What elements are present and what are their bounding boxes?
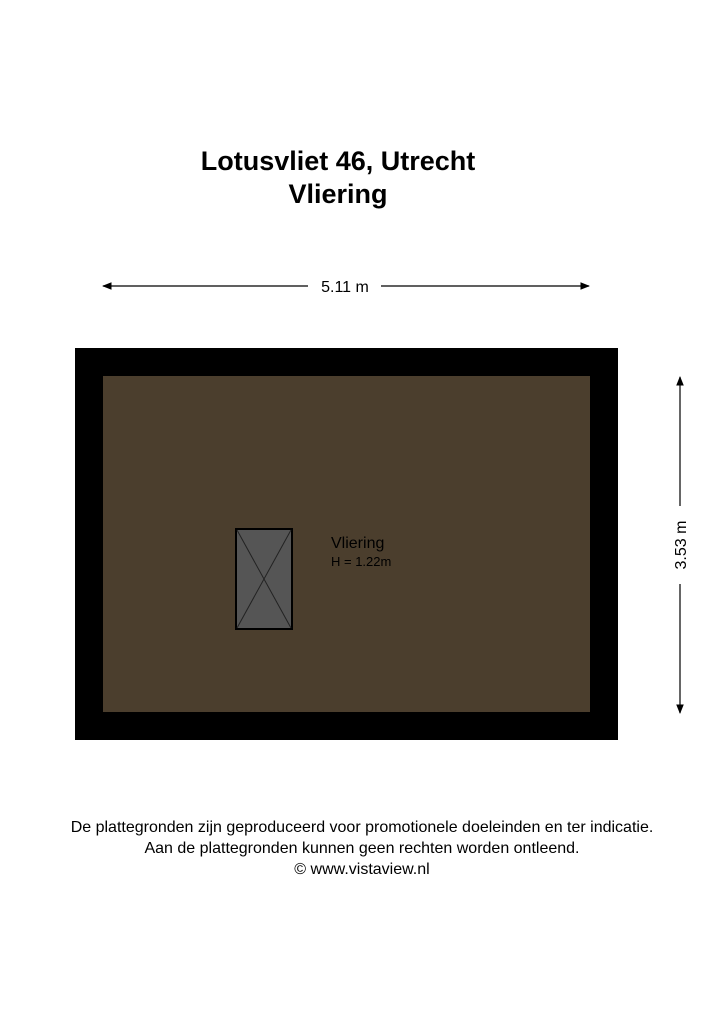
room-height-label: H = 1.22m bbox=[331, 554, 392, 569]
room-name-label: Vliering bbox=[331, 535, 385, 552]
width-dimension-label: 5.11 m bbox=[321, 279, 369, 296]
disclaimer-line-2: Aan de plattegronden kunnen geen rechten worden ontleend. bbox=[144, 840, 580, 857]
height-dimension bbox=[673, 377, 690, 713]
copyright-line: © www.vistaview.nl bbox=[294, 861, 430, 878]
height-dimension-label: 3.53 m bbox=[673, 520, 690, 570]
loft-hatch bbox=[236, 529, 292, 629]
floor-title: Vliering bbox=[288, 179, 388, 209]
disclaimer-line-1: De plattegronden zijn geproduceerd voor promotionele doeleinden en ter indicatie. bbox=[70, 819, 654, 836]
width-dimension bbox=[103, 279, 589, 296]
address-title: Lotusvliet 46, Utrecht bbox=[200, 146, 476, 176]
